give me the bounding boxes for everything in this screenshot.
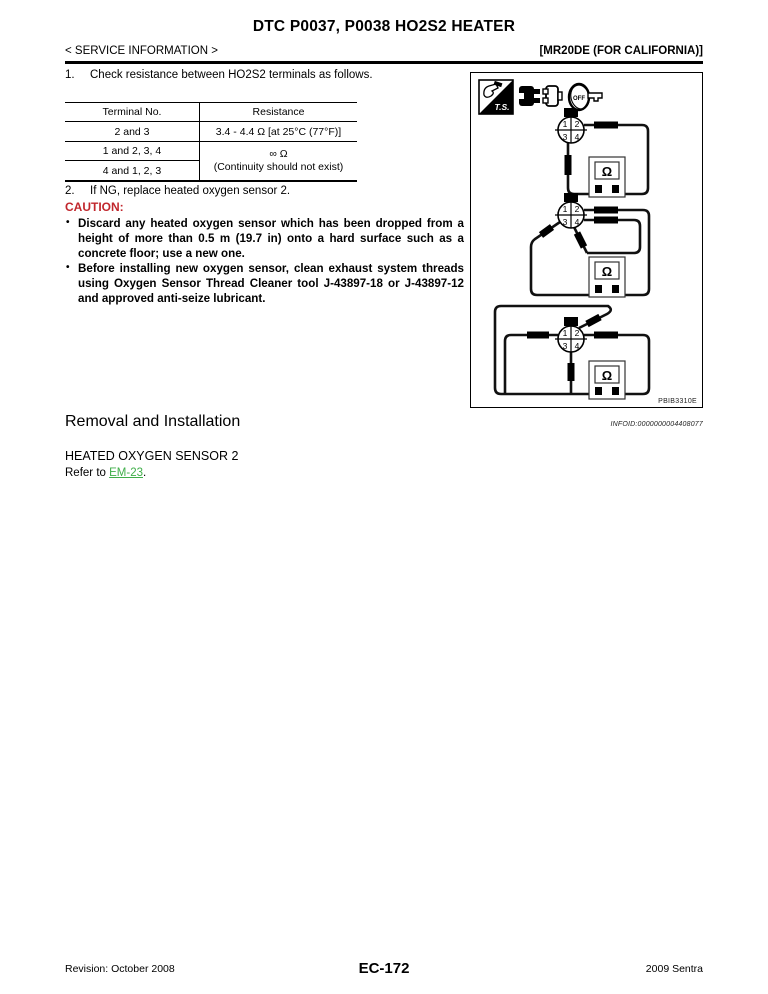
header-rule [65,61,703,64]
caution-list [65,216,464,306]
caution-bullet: • Discard any heated oxygen sensor which has been dropped from a height of more than 0.5 m (19.7 in) onto a hard surface such as a concrete floor; use a new one. [66,217,464,260]
table-header-resistance: Resistance [200,103,357,122]
refer-line: Refer to EM-23. [65,467,147,479]
ts-tester-icon [478,79,514,115]
caution-label: CAUTION: [65,200,124,214]
svg-text:4: 4 [574,132,580,142]
disconnect-connector-icon [517,79,563,113]
ignition-off-icon [566,79,606,115]
step-1 [65,68,465,82]
table-row: 1 and 2, 3, 4 [65,142,200,161]
svg-text:1: 1 [562,204,568,214]
svg-text:3: 3 [562,132,568,142]
circuit-diagram [471,73,701,406]
step-2-text: If NG, replace heated oxygen sensor 2. [90,185,291,197]
svg-text:OFF: OFF [573,96,585,102]
svg-text:3: 3 [562,217,568,227]
sensor-subheading: HEATED OXYGEN SENSOR 2 [65,449,239,463]
svg-text:1: 1 [562,328,568,338]
step-1-number: 1. [65,69,75,81]
page-footer [65,960,703,977]
svg-text:1: 1 [562,119,568,129]
infoid-label: INFOID:0000000004408077 [610,421,703,428]
table-row: 3.4 - 4.4 Ω [at 25°C (77°F)] [200,122,357,142]
page-number: EC-172 [358,960,410,977]
step-1-text: Check resistance between HO2S2 terminals as follows. [90,69,373,81]
ohmmeter-icon [589,157,625,197]
bullet-icon: • [66,217,70,228]
table-row: 4 and 1, 2, 3 [65,161,200,180]
svg-text:3: 3 [562,341,568,351]
svg-text:4: 4 [574,217,580,227]
resistance-table [65,102,357,182]
svg-text:4: 4 [574,341,580,351]
connector-icon [555,317,587,352]
revision-label: Revision: October 2008 [65,962,175,975]
svg-text:2: 2 [574,328,580,338]
wiring-figure [470,72,703,408]
svg-text:Ω: Ω [601,264,613,279]
svg-text:2: 2 [574,119,580,129]
ohmmeter-icon [589,361,625,399]
engine-label: [MR20DE (FOR CALIFORNIA)] [539,45,703,57]
em-23-link[interactable]: EM-23 [109,467,143,479]
caution-bullet: • Before installing new oxygen sensor, clean exhaust system threads using Oxygen Sensor Thread Cleaner tool J-43897-18 or J-43897-12 and approved anti-seize lubricant. [66,262,464,305]
ohmmeter-icon [589,257,625,297]
table-header-terminal: Terminal No. [65,103,200,122]
svg-text:Ω: Ω [601,368,613,383]
svg-text:2: 2 [574,204,580,214]
table-merged-resistance: ∞ Ω (Continuity should not exist) [213,148,344,173]
removal-heading: Removal and Installation [65,413,241,430]
bullet-icon: • [66,262,70,273]
step-2-number: 2. [65,185,75,197]
connector-icon [555,193,587,228]
table-row: 2 and 3 [65,122,200,142]
section-label: < SERVICE INFORMATION > [65,45,218,57]
page-title: DTC P0037, P0038 HO2S2 HEATER [252,18,516,35]
model-label: 2009 Sentra [645,962,704,975]
step-2 [65,184,465,198]
page-subheader [65,45,703,57]
svg-text:Ω: Ω [601,164,613,179]
svg-text:T.S.: T.S. [494,102,510,112]
caution-block [65,200,464,306]
figure-symbol-row [478,79,606,115]
figure-code: PBIB3310E [658,398,697,405]
